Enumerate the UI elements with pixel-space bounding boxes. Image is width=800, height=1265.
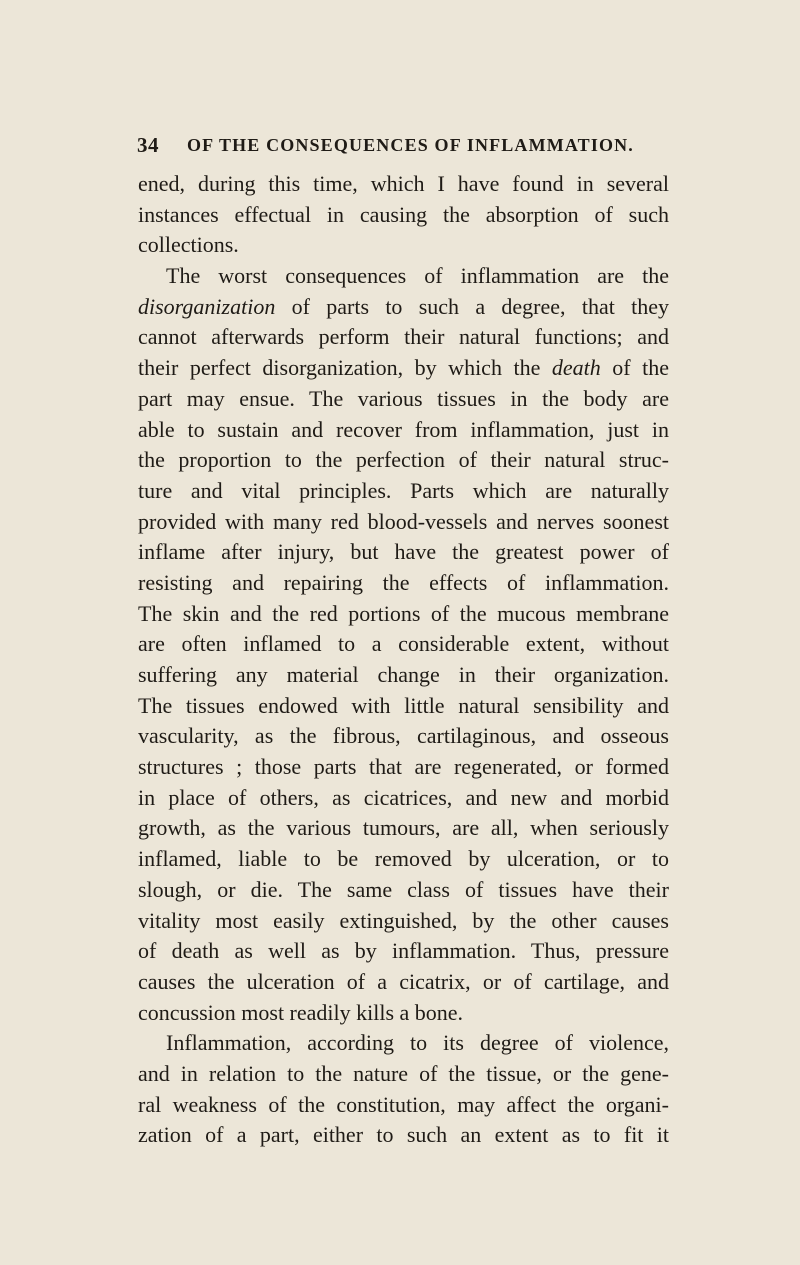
page-number: 34 — [137, 133, 159, 157]
text-line: are often inflamed to a considerable extent, without — [138, 631, 669, 657]
text-line: causes the ulceration of a cicatrix, or of cartilage, and — [138, 968, 669, 994]
italic-term-death: death — [551, 355, 601, 381]
text-line: structures ; those parts that are regenerated, or formed — [138, 754, 669, 780]
text-line: growth, as the various tumours, are all, when seriously — [138, 815, 669, 841]
body-text — [138, 169, 669, 1151]
running-head — [137, 132, 677, 158]
text-line: provided with many red blood-vessels and nerves soonest — [138, 508, 669, 534]
text-line: The skin and the red portions of the mucous membrane — [138, 600, 669, 626]
text-line: inflamed, liable to be removed by ulceration, or to — [138, 846, 669, 872]
text-line: suffering any material change in their organization. — [138, 662, 669, 687]
text-line: ture and vital principles. Parts which are naturally — [138, 477, 669, 503]
text-line: slough, or die. The same class of tissues have their — [138, 876, 669, 902]
text-line: able to sustain and recover from inflammation, just in — [138, 416, 669, 442]
text-line: inflame after injury, but have the greatest power of — [138, 539, 669, 565]
text-line: in place of others, as cicatrices, and new and morbid — [138, 784, 669, 810]
text-line: The tissues endowed with little natural sensibility and — [138, 692, 669, 718]
text-line: and in relation to the nature of the tissue, or the gene- — [138, 1060, 669, 1086]
text-line: vitality most easily extinguished, by the other causes — [138, 907, 669, 933]
paragraph-start-line: Inflammation, according to its degree of violence, — [166, 1030, 669, 1056]
text-line: instances effectual in causing the absorption of such — [138, 201, 669, 227]
running-head-title: OF THE CONSEQUENCES OF INFLAMMATION. — [187, 135, 634, 155]
text-line: disorganization of parts to such a degree, that they — [138, 293, 669, 319]
text-line: vascularity, as the fibrous, cartilaginous, and osseous — [138, 723, 669, 749]
text-line: resisting and repairing the effects of inflammation. — [138, 569, 669, 595]
text-line: concussion most readily kills a bone. — [138, 999, 464, 1025]
italic-term-disorganization: disorganization — [138, 293, 276, 319]
text-line: cannot afterwards perform their natural functions; and — [138, 324, 669, 350]
text-line: part may ensue. The various tissues in the body are — [138, 385, 669, 411]
text-line: collections. — [138, 232, 239, 258]
text-line: ral weakness of the constitution, may affect the organi- — [138, 1091, 669, 1117]
text-line: zation of a part, either to such an extent as to fit it — [138, 1122, 669, 1148]
text-line: ened, during this time, which I have found in several — [138, 171, 669, 196]
text-line: the proportion to the perfection of their natural struc- — [138, 447, 669, 473]
text-line: of death as well as by inflammation. Thus, pressure — [138, 938, 669, 964]
text-line: their perfect disorganization, by which the death of the — [138, 355, 669, 381]
paragraph-start-line: The worst consequences of inflammation are the — [166, 263, 669, 289]
